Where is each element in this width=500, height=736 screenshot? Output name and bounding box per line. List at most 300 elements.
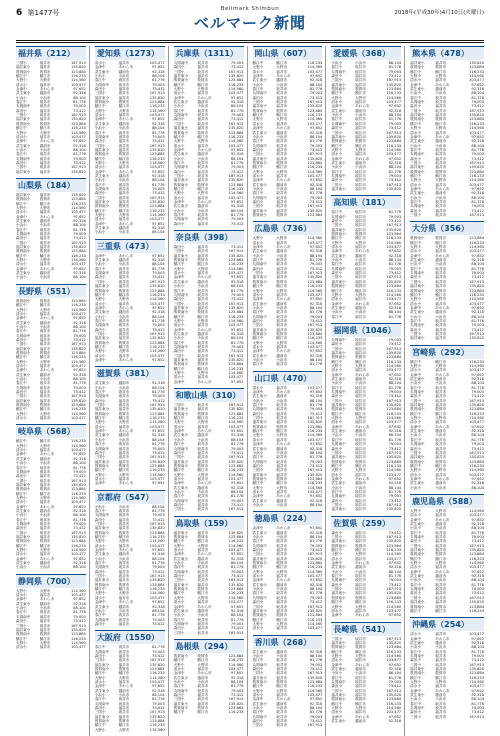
city-name: 大野市 (197, 543, 209, 548)
points-value: 88,104 (152, 230, 165, 235)
points-value: 114,560 (307, 65, 323, 70)
points-value: 114,560 (228, 87, 244, 92)
points-value: 79,003 (309, 314, 323, 319)
school-name: 丸岡南中 (252, 662, 267, 667)
points-value: 97,652 (73, 87, 86, 92)
points-value: 114,560 (386, 552, 402, 557)
city-name: あわら市 (435, 372, 450, 377)
city-name: 越前市 (118, 226, 130, 231)
city-name: 大野市 (276, 340, 288, 345)
column-3 (174, 46, 248, 736)
city-name: 大野市 (197, 595, 209, 600)
city-name: 鯖江市 (355, 236, 366, 241)
points-value: 92,318 (388, 253, 402, 258)
school-name: 大野小 (252, 236, 264, 241)
city-name: 福井市 (197, 143, 209, 148)
prefecture-block (16, 178, 86, 280)
points-value: 97,652 (230, 327, 244, 332)
points-value: 114,560 (469, 468, 484, 473)
school-name: 森田小 (252, 200, 264, 204)
school-name: 敦賀南小 (410, 117, 425, 122)
city-name: 坂井市 (118, 521, 130, 526)
city-name: 福井市 (435, 78, 447, 83)
school-name: 大野小 (252, 485, 264, 490)
city-name: 敦賀市 (197, 587, 209, 592)
points-value: 81,776 (152, 318, 165, 323)
points-value: 116,233 (469, 608, 484, 613)
points-value: 167,913 (149, 710, 165, 715)
school-name: 金津中 (410, 305, 421, 310)
city-name: 鯖江市 (118, 292, 130, 297)
points-value: 114,560 (307, 569, 323, 574)
points-value: 114,560 (228, 266, 244, 271)
points-value: 88,104 (73, 324, 86, 329)
school-name: 鯖江中 (94, 344, 106, 349)
school-name: 丸岡南中 (16, 156, 31, 161)
points-value: 79,003 (471, 442, 484, 447)
school-name: 鯖江中 (331, 359, 343, 364)
school-name: 福井東小 (331, 350, 346, 355)
points-value: 135,820 (307, 420, 323, 425)
city-name: 坂井市 (39, 113, 51, 118)
city-name: 敦賀市 (355, 645, 366, 650)
school-name: 金津中 (331, 156, 343, 161)
city-name: あわら市 (435, 134, 450, 139)
city-name: 小浜市 (276, 706, 288, 711)
city-name: 大野市 (39, 205, 51, 210)
school-name: 小浜小 (331, 569, 343, 574)
city-name: 福井市 (39, 65, 51, 70)
prefecture-heading: 徳島県（224） (253, 511, 323, 525)
points-value: 79,003 (309, 543, 323, 548)
city-name: 坂井市 (197, 498, 209, 503)
city-name: 福井市 (197, 65, 209, 70)
points-value: 167,913 (149, 91, 165, 96)
city-name: 敦賀市 (39, 539, 51, 544)
school-name: 春江中 (16, 227, 27, 232)
school-name: 金津中 (410, 82, 421, 87)
city-name: 敦賀市 (39, 121, 51, 126)
city-name: 越前市 (276, 130, 288, 135)
points-value: 114,560 (307, 169, 323, 174)
city-name: 越前市 (435, 693, 447, 697)
school-name: 三国小 (16, 165, 27, 170)
points-value: 135,820 (70, 169, 86, 174)
prefecture-block (95, 490, 165, 627)
points-value: 114,560 (228, 662, 244, 667)
city-name: 坂井市 (197, 569, 209, 574)
school-name: 金津中 (252, 526, 264, 531)
points-value: 167,913 (149, 574, 165, 579)
points-value: 135,820 (228, 407, 244, 412)
points-value: 135,820 (469, 600, 484, 605)
points-value: 88,104 (230, 336, 244, 341)
city-name: 坂井市 (197, 301, 209, 306)
prefecture-heading: 奈良県（398） (174, 230, 244, 244)
school-name: 福井東小 (16, 398, 31, 403)
prefecture-heading: 大阪府（1550） (95, 630, 165, 644)
school-name: 森田小 (410, 394, 421, 399)
points-value: 167,913 (386, 636, 402, 641)
points-value: 103,477 (70, 416, 86, 421)
points-value: 97,652 (309, 494, 323, 499)
points-value: 92,318 (388, 481, 402, 486)
city-name: あわら市 (197, 671, 212, 676)
school-name: 敦賀南小 (410, 552, 425, 557)
city-name: 坂井市 (355, 65, 366, 70)
points-value: 92,318 (309, 394, 323, 399)
school-name: 金津中 (252, 349, 264, 354)
points-value: 73,412 (309, 719, 323, 724)
school-name: 金津中 (252, 245, 264, 250)
school-name: 鯖江中 (331, 649, 343, 654)
school-name: 清水小 (252, 489, 264, 494)
points-value: 81,776 (388, 437, 402, 442)
city-name: 坂井市 (276, 671, 288, 676)
prefecture-block (410, 221, 484, 340)
city-name: 越前市 (39, 91, 51, 96)
points-value: 73,412 (309, 147, 323, 152)
prefecture-heading: 鳥取県（159） (174, 516, 244, 530)
points-value: 167,913 (386, 535, 402, 539)
points-value: 167,913 (70, 623, 86, 628)
points-value: 135,820 (386, 134, 402, 139)
school-name: 鯖江中 (252, 617, 264, 622)
city-name: 福井市 (276, 266, 288, 271)
school-name: 大野小 (252, 340, 264, 345)
city-name: 小浜市 (197, 208, 209, 213)
prefecture-heading: 沖縄県（254） (410, 617, 484, 631)
city-name: あわら市 (118, 684, 133, 689)
points-value: 116,233 (70, 126, 86, 131)
school-name: 敦賀南小 (173, 463, 189, 468)
city-name: 福井市 (276, 240, 288, 245)
points-value: 114,560 (70, 443, 86, 448)
points-value: 116,233 (386, 649, 402, 654)
prefecture-heading: 広島県（736） (253, 221, 323, 235)
points-value: 79,003 (309, 262, 323, 267)
city-name: 坂井市 (355, 266, 366, 271)
school-name: 鯖江中 (173, 658, 185, 663)
points-value: 123,884 (228, 411, 244, 416)
city-name: 福井市 (197, 221, 209, 226)
city-name: 坂井市 (118, 442, 130, 447)
points-value: 103,477 (307, 489, 323, 494)
city-name: 小浜市 (39, 275, 51, 280)
city-name: 坂井市 (197, 344, 209, 349)
school-name: 三国小 (410, 595, 421, 600)
points-value: 116,233 (228, 710, 244, 715)
points-value: 92,318 (471, 191, 484, 196)
points-value: 167,913 (307, 100, 323, 105)
school-name: 鯖江中 (331, 411, 343, 416)
school-name: 金津中 (331, 104, 343, 109)
city-name: 敦賀市 (39, 487, 51, 492)
points-value: 81,776 (152, 130, 165, 135)
points-value: 123,884 (70, 350, 86, 355)
city-name: 福井市 (355, 350, 366, 355)
city-name: 坂井市 (276, 362, 288, 367)
school-name: 福井東小 (331, 82, 346, 87)
city-name: 大野市 (276, 169, 288, 174)
prefecture-block (174, 46, 244, 226)
school-name: 春江中 (410, 318, 421, 323)
points-value: 135,820 (386, 227, 402, 232)
school-name: 武生東小 (252, 530, 267, 535)
city-name: 越前市 (355, 253, 366, 258)
school-name: 小浜小 (252, 502, 264, 507)
school-list (253, 236, 323, 366)
city-name: 坂井市 (197, 249, 209, 254)
city-name: 越前市 (355, 160, 366, 165)
points-value: 88,104 (388, 113, 402, 118)
city-name: あわら市 (118, 600, 133, 605)
city-name: 福井市 (118, 714, 130, 719)
school-name: 春江中 (94, 182, 106, 187)
points-value: 123,884 (228, 78, 244, 83)
points-value: 73,412 (471, 591, 484, 596)
school-name: 春江中 (94, 390, 106, 395)
school-name: 清水小 (16, 552, 27, 557)
points-value: 88,104 (230, 679, 244, 684)
city-name: 福井市 (197, 459, 209, 464)
school-name: 丸岡南中 (173, 498, 189, 503)
school-name: 福井東小 (252, 275, 267, 280)
school-name: 小浜小 (94, 74, 106, 79)
school-name: 三国小 (94, 455, 106, 460)
city-name: 坂井市 (39, 61, 51, 65)
city-name: 福井市 (435, 113, 447, 118)
points-value: 97,652 (471, 134, 484, 139)
points-value: 81,776 (471, 200, 484, 204)
city-name: 坂井市 (355, 169, 366, 174)
school-name: 森田小 (16, 337, 27, 342)
city-name: 鯖江市 (39, 253, 51, 258)
school-name: 森田小 (331, 498, 343, 503)
school-name: 小浜小 (173, 561, 185, 566)
points-value: 135,820 (307, 608, 323, 613)
city-name: 小浜市 (435, 578, 447, 583)
city-name: 坂井市 (118, 331, 130, 336)
points-value: 88,104 (471, 262, 484, 267)
points-value: 103,477 (307, 69, 323, 74)
city-name: 敦賀市 (435, 288, 447, 293)
school-name: 福井東小 (252, 608, 267, 613)
points-value: 103,477 (228, 143, 244, 148)
points-value: 81,776 (471, 701, 484, 706)
city-name: 敦賀市 (197, 78, 209, 83)
city-name: 敦賀市 (435, 236, 447, 241)
school-name: 金津中 (410, 424, 421, 429)
school-name: 春江中 (16, 152, 27, 157)
points-value: 81,776 (73, 152, 86, 157)
school-name: 丸岡南中 (94, 271, 110, 276)
points-value: 79,003 (73, 385, 86, 390)
school-name: 清水小 (410, 130, 421, 135)
school-list (331, 531, 401, 618)
school-name: 丸岡南中 (94, 134, 110, 139)
school-name: 金津中 (173, 95, 185, 100)
points-value: 103,477 (228, 195, 244, 200)
city-name: 大野市 (276, 688, 288, 693)
points-value: 88,104 (388, 310, 402, 315)
city-name: 坂井市 (197, 353, 209, 358)
school-name: 春江中 (331, 314, 343, 319)
city-name: 坂井市 (276, 539, 288, 544)
points-value: 88,104 (73, 513, 86, 518)
school-name: 金津中 (173, 604, 185, 609)
school-name: 小浜小 (173, 679, 185, 684)
city-name: 小浜市 (435, 262, 447, 267)
points-value: 88,104 (230, 489, 244, 494)
points-value: 81,776 (471, 530, 484, 535)
city-name: 坂井市 (435, 279, 447, 284)
points-value: 123,884 (469, 552, 484, 557)
points-value: 92,318 (152, 688, 165, 693)
points-value: 114,560 (70, 359, 86, 364)
points-value: 114,560 (386, 604, 402, 609)
school-name: 敦賀南小 (331, 407, 346, 412)
city-name: 越前市 (39, 219, 51, 223)
points-value: 116,233 (228, 262, 244, 267)
points-value: 103,477 (307, 121, 323, 126)
school-name: 大野小 (331, 706, 343, 711)
school-name: 金津中 (16, 556, 27, 561)
city-name: 坂井市 (276, 710, 288, 715)
school-name: 小浜小 (252, 186, 264, 191)
city-name: 福井市 (39, 337, 51, 342)
points-value: 135,820 (386, 82, 402, 87)
city-name: あわら市 (39, 597, 55, 602)
school-name: 丸岡南中 (173, 292, 189, 297)
points-value: 167,913 (70, 113, 86, 118)
school-name: 丸岡南中 (94, 394, 110, 399)
city-name: 福井市 (118, 653, 130, 658)
school-name: 小浜小 (252, 82, 264, 87)
school-name: 武生東小 (173, 204, 189, 209)
points-value: 88,104 (388, 61, 402, 65)
prefecture-block (16, 574, 86, 650)
list-item (95, 230, 165, 234)
points-value: 103,477 (228, 271, 244, 276)
points-value: 88,104 (471, 697, 484, 702)
city-name: 坂井市 (118, 561, 130, 566)
school-name: 清水小 (410, 182, 421, 187)
city-name: 鯖江市 (276, 165, 288, 170)
city-name: 坂井市 (276, 152, 288, 157)
school-name: 福井東小 (173, 358, 189, 362)
points-value: 92,318 (152, 433, 165, 438)
school-name: 小浜小 (94, 262, 106, 267)
points-value: 79,003 (388, 214, 402, 219)
school-name: 三国小 (331, 275, 343, 280)
city-name: 坂井市 (118, 574, 130, 579)
school-name: 森田小 (410, 156, 421, 161)
school-name: 金津中 (16, 504, 27, 509)
points-value: 103,477 (149, 595, 165, 600)
school-name: 小浜小 (252, 398, 264, 403)
school-name: 小浜小 (173, 336, 185, 341)
school-name: 春江中 (410, 147, 421, 152)
points-value: 81,776 (73, 227, 86, 232)
points-value: 92,318 (388, 565, 402, 570)
points-value: 135,820 (386, 693, 402, 697)
school-name: 敦賀南小 (331, 87, 346, 92)
city-name: 小浜市 (355, 381, 366, 386)
school-name: 丸岡南中 (16, 333, 31, 338)
points-value: 167,913 (307, 204, 323, 209)
school-name: 三国小 (16, 240, 27, 245)
city-name: 坂井市 (276, 314, 288, 319)
city-name: 大野市 (39, 443, 51, 448)
column-5 (331, 46, 405, 736)
city-name: あわら市 (276, 297, 291, 302)
school-name: 敦賀南小 (173, 535, 189, 539)
school-name: 三国小 (16, 113, 27, 118)
city-name: あわら市 (197, 275, 212, 280)
city-name: 大野市 (276, 288, 288, 293)
school-name: 金津中 (410, 476, 421, 481)
city-name: 坂井市 (355, 688, 366, 693)
school-name: 武生東小 (173, 100, 189, 105)
points-value: 92,318 (388, 108, 402, 113)
school-name: 森田小 (331, 446, 343, 451)
city-name: 越前市 (118, 381, 130, 386)
city-name: 坂井市 (355, 262, 366, 267)
school-name: 福井東小 (94, 284, 110, 289)
points-value: 88,104 (309, 502, 323, 507)
school-name: 三国小 (173, 301, 185, 306)
points-value: 123,884 (469, 671, 484, 676)
city-name: あわら市 (355, 301, 370, 306)
school-name: 三国小 (331, 182, 343, 187)
points-value: 116,233 (386, 411, 402, 416)
school-name: 森田小 (94, 139, 106, 144)
city-name: 小浜市 (39, 324, 51, 329)
points-value: 116,233 (386, 236, 402, 241)
city-name: 福井市 (435, 455, 447, 460)
city-name: 福井市 (39, 245, 51, 250)
city-name: 小浜市 (435, 143, 447, 148)
school-name: 福井東小 (410, 336, 425, 341)
city-name: 福井市 (197, 582, 209, 587)
school-name: 三国小 (16, 623, 27, 628)
school-name: 小浜小 (16, 95, 27, 100)
school-list (410, 509, 484, 613)
prefecture-heading: 長野県（551） (16, 284, 86, 298)
points-value: 114,560 (70, 307, 86, 312)
city-name: 福井市 (435, 666, 447, 671)
city-name: 福井市 (276, 318, 288, 323)
school-name: 敦賀南小 (252, 476, 267, 481)
school-name: 春江中 (94, 266, 106, 271)
points-value: 103,477 (307, 240, 323, 245)
school-name: 金津中 (94, 117, 106, 122)
school-name: 鯖江中 (94, 208, 106, 213)
points-value: 103,477 (70, 448, 86, 453)
city-name: 坂井市 (197, 455, 209, 460)
points-value: 92,318 (471, 640, 484, 645)
city-name: 福井市 (118, 113, 130, 118)
points-value: 135,820 (307, 208, 323, 213)
points-value: 81,776 (309, 310, 323, 315)
city-name: 福井市 (197, 297, 209, 302)
school-name: 福井東小 (16, 169, 31, 174)
school-name: 小浜小 (410, 143, 421, 148)
list-item (331, 507, 401, 511)
school-name: 武生東小 (173, 152, 189, 157)
school-name: 小浜小 (410, 697, 421, 702)
